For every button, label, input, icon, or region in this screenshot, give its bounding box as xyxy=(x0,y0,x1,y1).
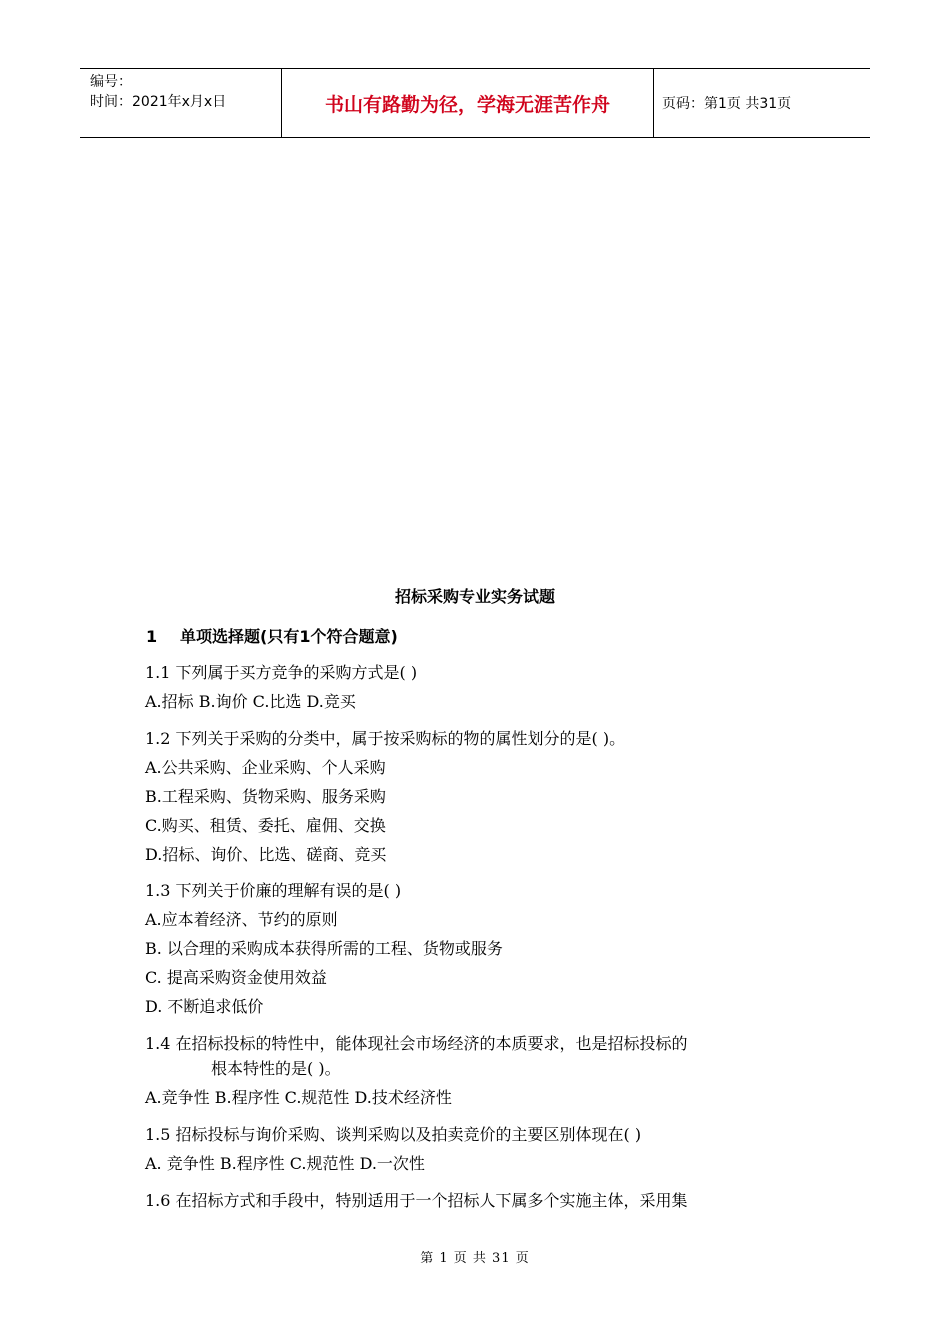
section-number: 1 xyxy=(146,627,158,646)
option-line: A. 竞争性 B.程序性 C.规范性 D.一次性 xyxy=(145,1154,425,1173)
option-line: A.应本着经济、节约的原则 xyxy=(145,910,338,929)
section-title: 单项选择题(只有1个符合题意) xyxy=(180,627,398,646)
option-line: A.招标 B.询价 C.比选 D.竞买 xyxy=(145,692,356,711)
option-line: A.公共采购、企业采购、个人采购 xyxy=(145,758,386,777)
number-label: 编号： xyxy=(90,74,132,90)
option-line: C. 提高采购资金使用效益 xyxy=(145,968,327,987)
question-line: 1.1 下列属于买方竞争的采购方式是( ) xyxy=(145,663,418,682)
question-line: 1.3 下列关于价廉的理解有误的是( ) xyxy=(145,881,402,900)
header-table xyxy=(80,68,870,138)
option-line: A.竞争性 B.程序性 C.规范性 D.技术经济性 xyxy=(145,1088,452,1107)
question-line: 1.6 在招标方式和手段中，特别适用于一个招标人下属多个实施主体，采用集 xyxy=(145,1191,688,1210)
option-line: B. 以合理的采购成本获得所需的工程、货物或服务 xyxy=(145,939,503,958)
question-line-continued: 根本特性的是( )。 xyxy=(211,1059,341,1078)
option-line: B.工程采购、货物采购、服务采购 xyxy=(145,787,386,806)
question-line: 1.4 在招标投标的特性中，能体现社会市场经济的本质要求，也是招标投标的 xyxy=(145,1034,688,1053)
option-line: C.购买、租赁、委托、雇佣、交换 xyxy=(145,816,386,835)
header-meta xyxy=(80,69,282,137)
time-label: 时间：2021年x月x日 xyxy=(90,94,227,110)
document-title: 招标采购专业实务试题 xyxy=(394,587,555,606)
question-line: 1.2 下列关于采购的分类中，属于按采购标的物的属性划分的是( )。 xyxy=(145,729,626,748)
option-line: D.招标、询价、比选、磋商、竞买 xyxy=(145,845,387,864)
page-footer: 第 1 页 共 31 页 xyxy=(420,1251,530,1266)
header-page-info: 页码：第1页 共31页 xyxy=(662,96,792,112)
section-heading xyxy=(146,624,398,647)
option-line: D. 不断追求低价 xyxy=(145,997,264,1016)
question-line: 1.5 招标投标与询价采购、谈判采购以及拍卖竞价的主要区别体现在( ) xyxy=(145,1125,642,1144)
header-motto: 书山有路勤为径，学海无涯苦作舟 xyxy=(282,69,654,137)
